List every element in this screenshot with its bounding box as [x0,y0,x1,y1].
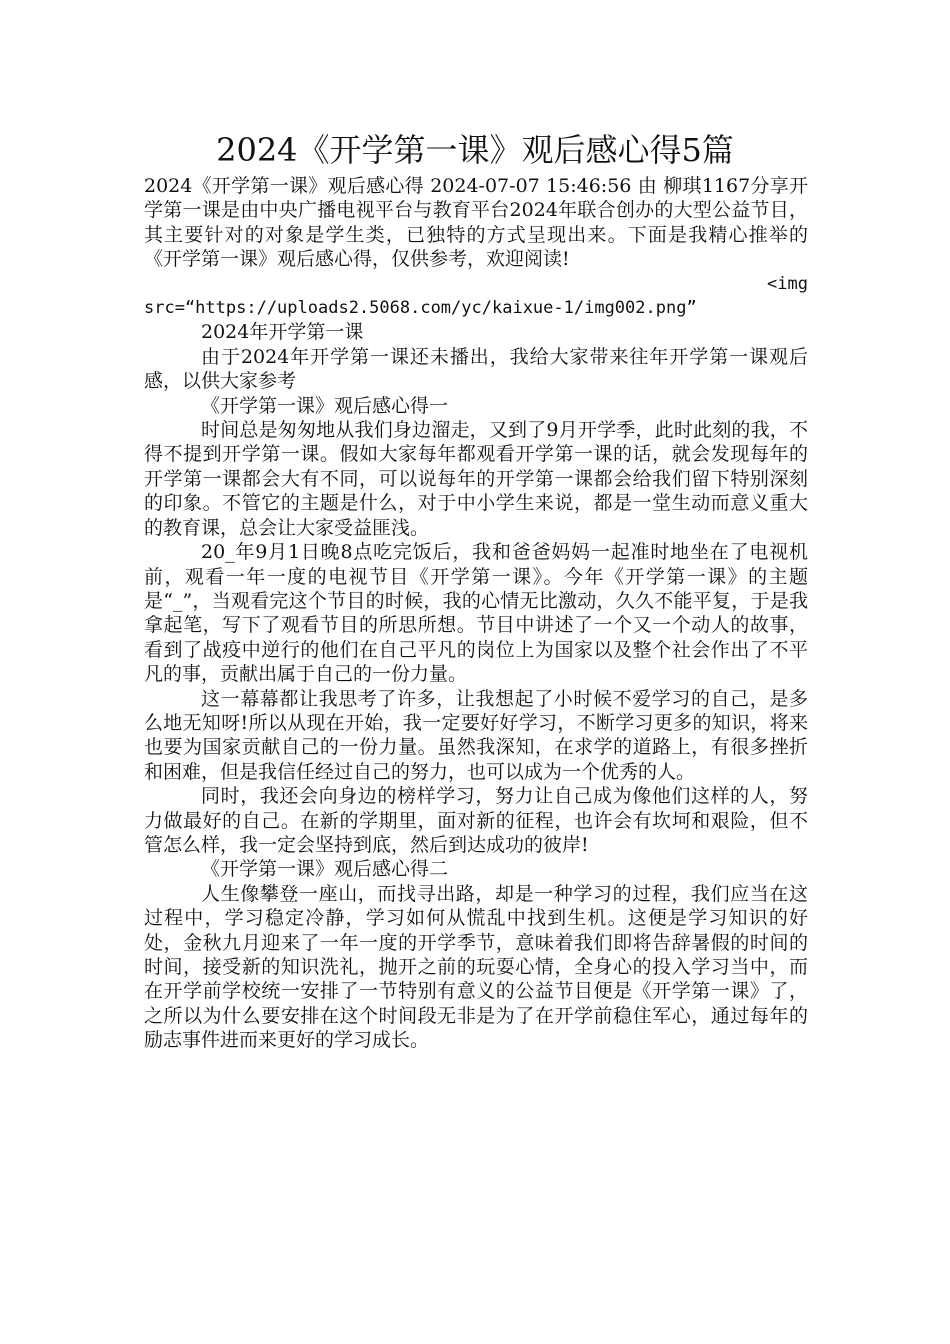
section-heading-two: 《开学第一课》观后感心得二 [201,858,449,881]
body-paragraph: 时间总是匆匆地从我们身边溜走，又到了9月开学季，此时此刻的我，不得不提到开学第一课。假如大家每年都观看开学第一课的话，就会发现每年的开学第一课都会大有不同，可以说每年的开学第一课都会给我们留下特别深刻的印象。不管它的主题是什么，对于中小学生来说，都是一堂生动而意义重大的教育课，总会让大家受益匪浅。 [144,419,808,539]
body-paragraph: 这一幕幕都让我思考了许多，让我想起了小时候不爱学习的自己，是多么地无知呀!所以从现在开始，我一定要好好学习，不断学习更多的知识，将来也要为国家贡献自己的一份力量。虽然我深知，在求学的道路上，有很多挫折和困难，但是我信任经过自己的努力，也可以成为一个优秀的人。 [144,687,808,783]
body-paragraph: 同时，我还会向身边的榜样学习，努力让自己成为像他们这样的人，努力做最好的自己。在新的学期里，面对新的征程，也许会有坎坷和艰险，但不管怎么样，我一定会坚持到底，然后到达成功的彼岸! [144,785,808,856]
body-paragraph: 20_年9月1日晚8点吃完饭后，我和爸爸妈妈一起准时地坐在了电视机前，观看一年一度的电视节目《开学第一课》。今年《开学第一课》的主题是“_”，当观看完这个节目的时候，我的心情无比激动，久久不能平复，于是我拿起笔，写下了观看节目的所思所想。节目中讲述了一个又一个动人的故事，看到了战疫中逆行的他们在自己平凡的岗位上为国家以及整个社会作出了不平凡的事，贡献出属于自己的一份力量。 [144,541,808,686]
body-paragraph: 人生像攀登一座山，而找寻出路，却是一种学习的过程，我们应当在这过程中，学习稳定冷静，学习如何从慌乱中找到生机。这便是学习知识的好处，金秋九月迎来了一年一度的开学季节，意味着我们即将告辞暑假的时间的时间，接受新的知识洗礼，抛开之前的玩耍心情，全身心的投入学习当中，而在开学前学校统一安排了一节特别有意义的公益节目便是《开学第一课》了，之所以为什么要安排在这个时间段无非是为了在开学前稳住军心，通过每年的励志事件进而来更好的学习成长。 [144,882,808,1052]
img-tag-line: <img [767,273,808,294]
subheading: 2024年开学第一课 [201,321,364,344]
note-paragraph: 由于2024年开学第一课还未播出，我给大家带来往年开学第一课观后感，以供大家参考 [144,345,808,393]
img-src-line: src=“https://uploads2.5068.com/yc/kaixue-1/img002.png” [144,298,697,319]
section-heading-one: 《开学第一课》观后感心得一 [201,394,449,417]
document-title: 2024《开学第一课》观后感心得5篇 [216,131,734,169]
document-body [144,174,808,1053]
intro-paragraph: 2024《开学第一课》观后感心得 2024-07-07 15:46:56 由 柳琪1167分享开学第一课是由中央广播电视平台与教育平台2024年联合创办的大型公益节目，其主要针对的对象是学生类，已独特的方式呈现出来。下面是我精心推举的《开学第一课》观后感心得，仅供参考，欢迎阅读! [144,175,808,271]
